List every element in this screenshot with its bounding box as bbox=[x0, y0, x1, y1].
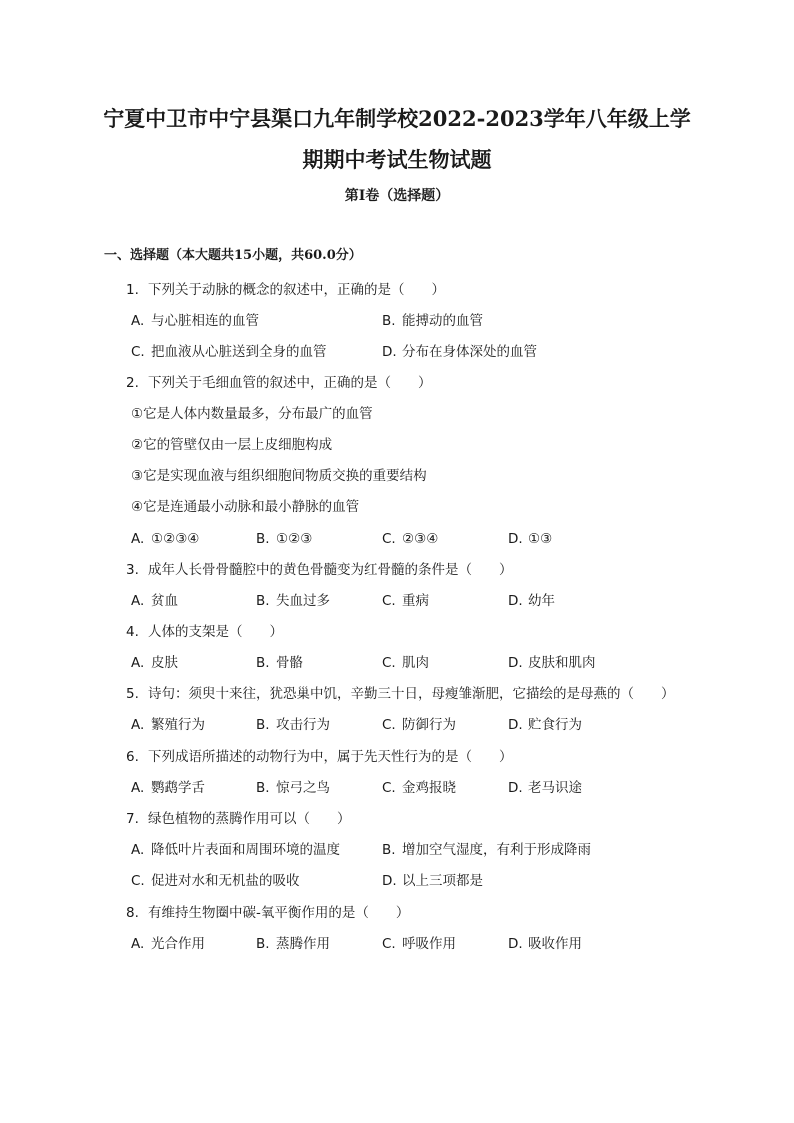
option-label: A. bbox=[131, 780, 145, 796]
option-text: 皮肤 bbox=[151, 655, 178, 671]
question-1-option-b[interactable] bbox=[382, 311, 483, 331]
option-label: C. bbox=[382, 593, 396, 609]
question-2-option-a[interactable] bbox=[131, 529, 199, 549]
option-text: 吸收作用 bbox=[528, 936, 582, 952]
option-label: B. bbox=[382, 313, 396, 329]
option-label: D. bbox=[508, 717, 523, 733]
question-2-option-d[interactable] bbox=[508, 529, 552, 549]
question-3 bbox=[126, 560, 513, 580]
option-label: C. bbox=[382, 655, 396, 671]
option-label: D. bbox=[508, 780, 523, 796]
option-label: C. bbox=[382, 936, 396, 952]
question-text: 诗句：须臾十来往，犹恐巢中饥，辛勤三十日，母瘦雏渐肥，它描绘的是母燕的（ ） bbox=[148, 686, 675, 702]
option-label: A. bbox=[131, 936, 145, 952]
option-text: 攻击行为 bbox=[276, 717, 330, 733]
question-6 bbox=[126, 747, 513, 767]
question-8-option-c[interactable] bbox=[382, 934, 456, 954]
option-text: 肌肉 bbox=[402, 655, 429, 671]
option-text: 防御行为 bbox=[402, 717, 456, 733]
option-text: 增加空气湿度，有利于形成降雨 bbox=[402, 842, 591, 858]
option-label: B. bbox=[256, 780, 270, 796]
option-text: 促进对水和无机盐的吸收 bbox=[151, 873, 300, 889]
question-3-option-a[interactable] bbox=[131, 591, 178, 611]
question-7-option-a[interactable] bbox=[131, 840, 340, 860]
option-text: 骨骼 bbox=[276, 655, 303, 671]
option-text: ①②③④ bbox=[151, 531, 200, 547]
question-1-option-a[interactable] bbox=[131, 311, 259, 331]
option-text: 重病 bbox=[402, 593, 429, 609]
statement-1: ①它是人体内数量最多，分布最广的血管 bbox=[131, 406, 373, 422]
question-5 bbox=[126, 684, 675, 704]
option-label: D. bbox=[508, 531, 523, 547]
statement-4: ④它是连通最小动脉和最小静脉的血管 bbox=[131, 499, 360, 515]
question-1 bbox=[126, 280, 445, 300]
option-label: C. bbox=[131, 873, 145, 889]
option-text: 能搏动的血管 bbox=[402, 313, 483, 329]
option-label: D. bbox=[508, 936, 523, 952]
option-label: A. bbox=[131, 593, 145, 609]
question-3-option-c[interactable] bbox=[382, 591, 429, 611]
question-6-option-b[interactable] bbox=[256, 778, 330, 798]
option-label: C. bbox=[382, 780, 396, 796]
question-text: 下列关于毛细血管的叙述中，正确的是（ ） bbox=[148, 375, 432, 391]
question-6-option-c[interactable] bbox=[382, 778, 456, 798]
question-number: 1. bbox=[126, 282, 139, 298]
exam-title-line2: 期期中考试生物试题 bbox=[302, 147, 492, 172]
option-text: 幼年 bbox=[528, 593, 555, 609]
exam-title-line1: 宁夏中卫市中宁县渠口九年制学校2022-2023学年八年级上学 bbox=[103, 106, 691, 131]
statement-3: ③它是实现血液与组织细胞间物质交换的重要结构 bbox=[131, 468, 427, 484]
question-4-option-b[interactable] bbox=[256, 653, 303, 673]
question-5-option-d[interactable] bbox=[508, 715, 582, 735]
option-text: ①③ bbox=[528, 531, 553, 547]
option-text: 贫血 bbox=[151, 593, 178, 609]
question-text: 有维持生物圈中碳-氧平衡作用的是（ ） bbox=[148, 905, 410, 921]
option-text: 光合作用 bbox=[151, 936, 205, 952]
statement-2: ②它的管壁仅由一层上皮细胞构成 bbox=[131, 437, 333, 453]
question-6-option-d[interactable] bbox=[508, 778, 582, 798]
option-label: B. bbox=[256, 531, 270, 547]
question-7-option-d[interactable] bbox=[382, 871, 483, 891]
option-text: 鹦鹉学舌 bbox=[151, 780, 205, 796]
question-number: 2. bbox=[126, 375, 139, 391]
question-number: 7. bbox=[126, 811, 139, 827]
option-text: 以上三项都是 bbox=[402, 873, 483, 889]
option-label: B. bbox=[256, 655, 270, 671]
option-label: A. bbox=[131, 842, 145, 858]
option-label: B. bbox=[382, 842, 396, 858]
option-text: 与心脏相连的血管 bbox=[151, 313, 259, 329]
option-label: D. bbox=[382, 873, 397, 889]
option-label: D. bbox=[382, 344, 397, 360]
option-label: A. bbox=[131, 655, 145, 671]
option-label: C. bbox=[382, 531, 396, 547]
question-3-option-d[interactable] bbox=[508, 591, 555, 611]
question-text: 下列成语所描述的动物行为中，属于先天性行为的是（ ） bbox=[148, 749, 513, 765]
question-number: 8. bbox=[126, 905, 139, 921]
question-2 bbox=[126, 373, 432, 393]
option-label: A. bbox=[131, 313, 145, 329]
question-text: 成年人长骨骨髓腔中的黄色骨髓变为红骨髓的条件是（ ） bbox=[148, 562, 513, 578]
option-label: A. bbox=[131, 531, 145, 547]
option-text: ②③④ bbox=[402, 531, 439, 547]
option-label: B. bbox=[256, 936, 270, 952]
question-number: 5. bbox=[126, 686, 139, 702]
question-2-option-b[interactable] bbox=[256, 529, 312, 549]
question-8-option-a[interactable] bbox=[131, 934, 205, 954]
option-label: C. bbox=[131, 344, 145, 360]
question-1-option-d[interactable] bbox=[382, 342, 537, 362]
question-4 bbox=[126, 622, 283, 642]
option-text: 惊弓之鸟 bbox=[276, 780, 330, 796]
question-5-option-b[interactable] bbox=[256, 715, 330, 735]
option-text: 金鸡报晓 bbox=[402, 780, 456, 796]
question-4-option-a[interactable] bbox=[131, 653, 178, 673]
question-7-option-b[interactable] bbox=[382, 840, 591, 860]
option-text: 繁殖行为 bbox=[151, 717, 205, 733]
question-8-option-d[interactable] bbox=[508, 934, 582, 954]
option-text: 分布在身体深处的血管 bbox=[402, 344, 537, 360]
question-8 bbox=[126, 903, 409, 923]
option-text: 把血液从心脏送到全身的血管 bbox=[151, 344, 327, 360]
question-number: 6. bbox=[126, 749, 139, 765]
question-7-option-c[interactable] bbox=[131, 871, 300, 891]
question-3-option-b[interactable] bbox=[256, 591, 330, 611]
option-text: 失血过多 bbox=[276, 593, 330, 609]
option-label: D. bbox=[508, 655, 523, 671]
option-text: 降低叶片表面和周围环境的温度 bbox=[151, 842, 340, 858]
question-6-option-a[interactable] bbox=[131, 778, 205, 798]
question-2-option-c[interactable] bbox=[382, 529, 438, 549]
option-text: 呼吸作用 bbox=[402, 936, 456, 952]
question-number: 3. bbox=[126, 562, 139, 578]
question-1-option-c[interactable] bbox=[131, 342, 327, 362]
option-text: 皮肤和肌肉 bbox=[528, 655, 596, 671]
section-heading: 一、选择题（本大题共15小题，共60.0分） bbox=[104, 248, 362, 263]
question-4-option-c[interactable] bbox=[382, 653, 429, 673]
question-8-option-b[interactable] bbox=[256, 934, 330, 954]
question-text: 绿色植物的蒸腾作用可以（ ） bbox=[148, 811, 351, 827]
question-4-option-d[interactable] bbox=[508, 653, 596, 673]
question-text: 人体的支架是（ ） bbox=[148, 624, 283, 640]
option-label: C. bbox=[382, 717, 396, 733]
option-label: D. bbox=[508, 593, 523, 609]
volume-subtitle: 第I卷（选择题） bbox=[344, 188, 450, 204]
question-5-option-c[interactable] bbox=[382, 715, 456, 735]
option-label: B. bbox=[256, 717, 270, 733]
option-text: 老马识途 bbox=[528, 780, 582, 796]
option-text: 蒸腾作用 bbox=[276, 936, 330, 952]
question-text: 下列关于动脉的概念的叙述中，正确的是（ ） bbox=[148, 282, 445, 298]
question-7 bbox=[126, 809, 351, 829]
option-text: ①②③ bbox=[276, 531, 313, 547]
option-text: 贮食行为 bbox=[528, 717, 582, 733]
question-number: 4. bbox=[126, 624, 139, 640]
option-label: B. bbox=[256, 593, 270, 609]
option-label: A. bbox=[131, 717, 145, 733]
question-5-option-a[interactable] bbox=[131, 715, 205, 735]
